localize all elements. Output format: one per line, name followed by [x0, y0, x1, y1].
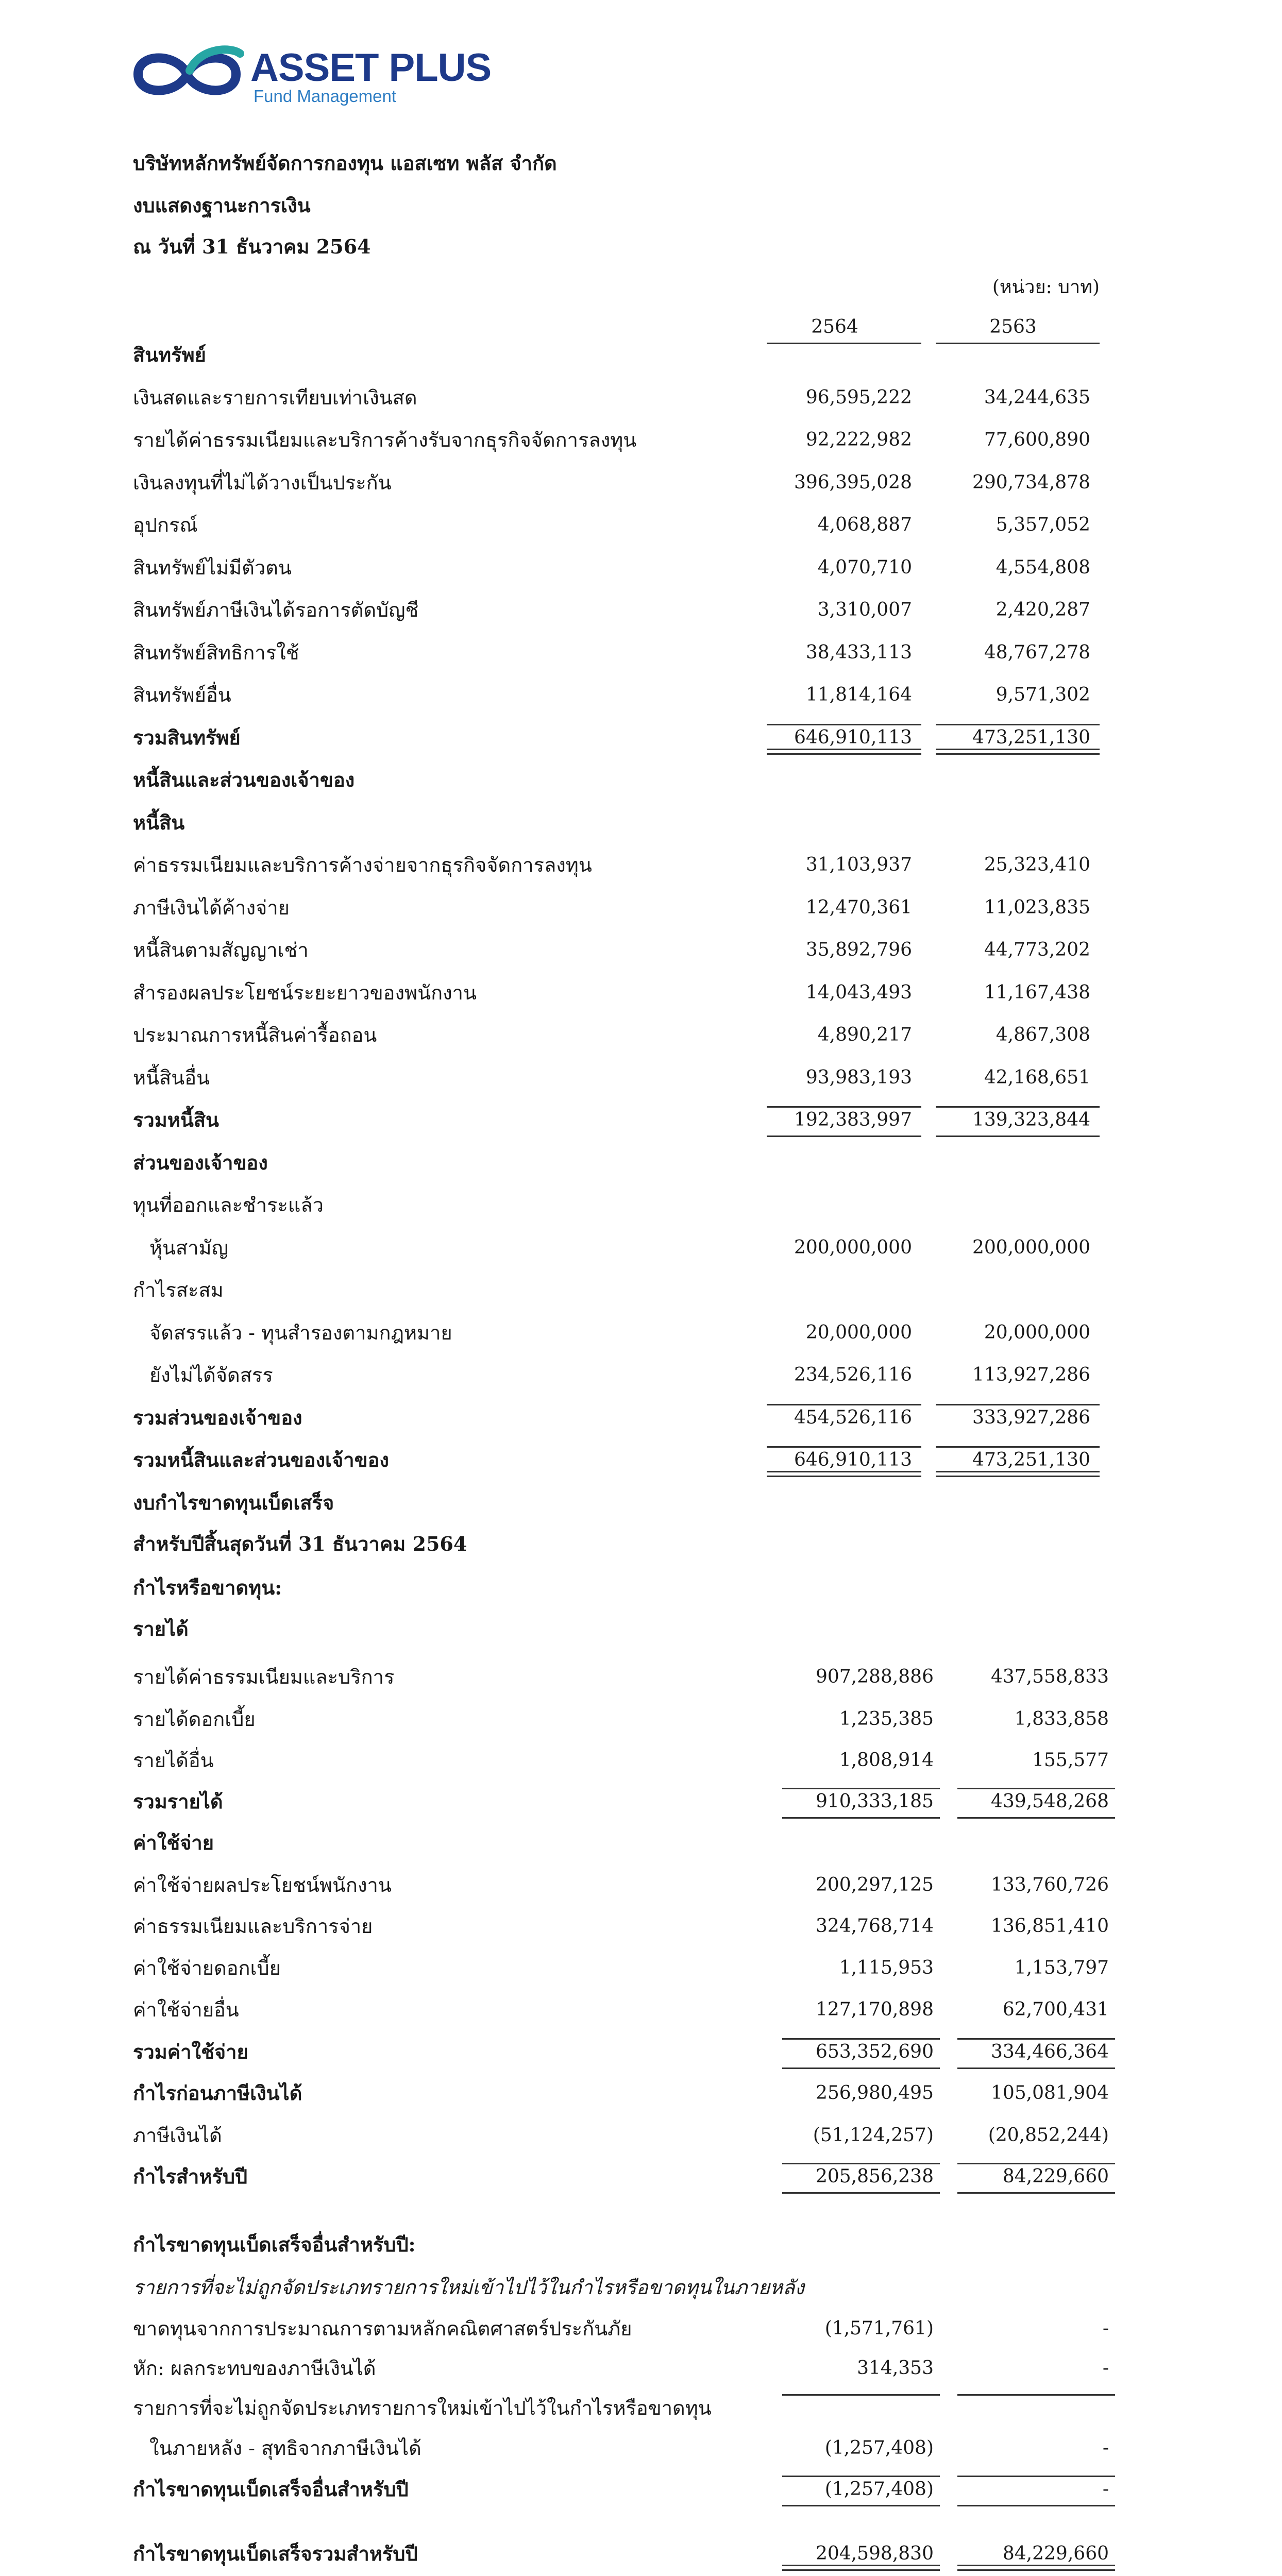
- value-prior-year: 44,773,202: [984, 939, 1090, 960]
- row-label: กำไรขาดทุนเบ็ดเสร็จอื่นสำหรับปี:: [133, 2233, 416, 2256]
- statement-row: [0, 979, 1282, 1010]
- statement-row: [0, 2163, 1282, 2194]
- row-label: กำไรสำหรับปี: [133, 2165, 248, 2188]
- row-label: ค่าใช้จ่ายผลประโยชน์พนักงาน: [133, 1874, 392, 1896]
- year-header-row: [0, 313, 1282, 344]
- total-top-rule: [782, 2476, 940, 2477]
- statement-row: [0, 1663, 1282, 1694]
- row-label: ค่าธรรมเนียมและบริการจ่าย: [133, 1915, 373, 1938]
- row-label: สำรองผลประโยชน์ระยะยาวของพนักงาน: [133, 981, 477, 1004]
- value-prior-year: 1,153,797: [1014, 1957, 1109, 1978]
- row-label: สินทรัพย์อื่น: [133, 684, 231, 706]
- statement-row: [0, 1191, 1282, 1222]
- value-prior-year: 62,700,431: [1002, 1999, 1109, 2020]
- value-current-year: 454,526,116: [794, 1406, 912, 1428]
- row-label: ค่าใช้จ่าย: [133, 1831, 214, 1854]
- total-bottom-rule: [957, 2067, 1115, 2069]
- statement-row: [0, 724, 1282, 755]
- statement-row: [0, 2231, 1282, 2262]
- statement-row: [0, 639, 1282, 670]
- value-prior-year: 77,600,890: [984, 429, 1090, 450]
- row-label: หนี้สินอื่น: [133, 1066, 210, 1089]
- value-current-year: 314,353: [857, 2358, 934, 2379]
- company-logo: [128, 42, 492, 107]
- value-current-year: 204,598,830: [815, 2543, 934, 2564]
- value-current-year: 38,433,113: [805, 641, 912, 663]
- value-current-year: 396,395,028: [794, 471, 912, 493]
- total-top-rule: [767, 1106, 921, 1108]
- row-label: เงินลงทุนที่ไม่ได้วางเป็นประกัน: [133, 471, 392, 494]
- value-current-year: 653,352,690: [815, 2041, 934, 2062]
- row-label: ส่วนของเจ้าของ: [133, 1150, 268, 1174]
- value-prior-year: 200,000,000: [972, 1236, 1090, 1258]
- value-current-year: 907,288,886: [815, 1666, 934, 1687]
- value-prior-year: 1,833,858: [1014, 1708, 1109, 1730]
- row-label: จัดสรรแล้ว - ทุนสำรองตามกฎหมาย: [149, 1321, 452, 1344]
- statement-row: [0, 1106, 1282, 1137]
- statement-row: [0, 2315, 1282, 2346]
- total-bottom-rule: [957, 2192, 1115, 2194]
- value-current-year: 1,808,914: [839, 1750, 934, 1771]
- statement-row: [0, 341, 1282, 372]
- statement-row: [0, 554, 1282, 585]
- row-label: สินทรัพย์ภาษีเงินได้รอการตัดบัญชี: [133, 599, 419, 621]
- total-top-rule: [936, 1404, 1100, 1405]
- header-date-row: [0, 233, 1282, 264]
- statement-row: [0, 1404, 1282, 1435]
- row-label: รายได้ดอกเบี้ย: [133, 1708, 256, 1731]
- row-label: ทุนที่ออกและชำระแล้ว: [133, 1194, 324, 1216]
- value-current-year: 646,910,113: [794, 726, 912, 748]
- statement-row: [0, 1021, 1282, 1052]
- value-prior-year: 11,167,438: [984, 981, 1090, 1003]
- total-bottom-rule: [782, 1817, 940, 1819]
- unit-note: (หน่วย: บาท): [992, 277, 1100, 298]
- total-double-underline: [957, 2565, 1115, 2571]
- total-top-rule: [957, 2163, 1115, 2164]
- statement-row: [0, 1446, 1282, 1477]
- value-current-year: 205,856,238: [815, 2166, 934, 2187]
- statement-row: [0, 2274, 1282, 2304]
- total-top-rule: [767, 1446, 921, 1448]
- value-current-year: (1,257,408): [824, 2437, 934, 2459]
- row-label: กำไรหรือขาดทุน:: [133, 1576, 282, 1599]
- value-current-year: 12,470,361: [805, 896, 912, 918]
- value-prior-year: 136,851,410: [990, 1916, 1109, 1937]
- total-top-rule: [767, 1404, 921, 1405]
- row-label: รายการที่จะไม่ถูกจัดประเภทรายการใหม่เข้าไปไว้ในกำไรหรือขาดทุน: [133, 2397, 712, 2419]
- value-prior-year: 473,251,130: [972, 726, 1090, 748]
- row-label: รวมรายได้: [133, 1790, 223, 1813]
- company-name: บริษัทหลักทรัพย์จัดการกองทุน แอสเซท พลัส จำกัด: [133, 151, 557, 175]
- value-current-year: 4,068,887: [817, 514, 912, 535]
- statement-row: [0, 1705, 1282, 1736]
- value-prior-year: 9,571,302: [996, 684, 1090, 705]
- statement-row: [0, 809, 1282, 840]
- value-current-year: 127,170,898: [815, 1999, 934, 2020]
- total-top-rule: [936, 1106, 1100, 1108]
- value-prior-year: 4,867,308: [996, 1024, 1090, 1045]
- row-label: รายการที่จะไม่ถูกจัดประเภทรายการใหม่เข้าไปไว้ในกำไรหรือขาดทุนในภายหลัง: [133, 2276, 804, 2299]
- statement-row: [0, 1574, 1282, 1605]
- value-current-year: 93,983,193: [805, 1066, 912, 1088]
- value-current-year: 4,890,217: [817, 1024, 912, 1045]
- statement-date: ณ วันที่ 31 ธันวาคม 2564: [133, 235, 371, 258]
- statement-row: [0, 596, 1282, 627]
- statement-row: [0, 1361, 1282, 1392]
- statement-row: [0, 681, 1282, 712]
- row-label: รายได้ค่าธรรมเนียมและบริการ: [133, 1666, 395, 1688]
- statement-row: [0, 1912, 1282, 1943]
- statement-row: [0, 469, 1282, 500]
- value-current-year: 20,000,000: [805, 1321, 912, 1343]
- statement-row: [0, 1996, 1282, 2027]
- value-current-year: 96,595,222: [805, 386, 912, 408]
- statement-row: [0, 2354, 1282, 2385]
- statement-row: [0, 1747, 1282, 1777]
- value-prior-year: 437,558,833: [990, 1666, 1109, 1687]
- row-label: กำไรสะสม: [133, 1279, 224, 1301]
- value-current-year: 646,910,113: [794, 1449, 912, 1470]
- value-prior-year: 84,229,660: [1002, 2543, 1109, 2564]
- value-current-year: 31,103,937: [805, 854, 912, 875]
- value-current-year: 1,235,385: [839, 1708, 934, 1730]
- statement-row: [0, 1276, 1282, 1307]
- statement-row: [0, 2540, 1282, 2571]
- value-current-year: 200,297,125: [815, 1874, 934, 1895]
- value-prior-year: 105,081,904: [990, 2082, 1109, 2104]
- logo-name: ASSET PLUS: [250, 46, 492, 90]
- row-label: ภาษีเงินได้: [133, 2124, 222, 2147]
- total-bottom-rule: [957, 2505, 1115, 2506]
- value-prior-year: 333,927,286: [972, 1406, 1090, 1428]
- row-label: กำไรขาดทุนเบ็ดเสร็จอื่นสำหรับปี: [133, 2478, 409, 2501]
- statement-row: [0, 2476, 1282, 2506]
- income-period-row: [0, 1530, 1282, 1561]
- total-bottom-rule: [782, 2192, 940, 2194]
- statement-row: [0, 1871, 1282, 1902]
- total-top-rule: [936, 724, 1100, 725]
- value-prior-year: 42,168,651: [984, 1066, 1090, 1088]
- row-label: ยังไม่ได้จัดสรร: [149, 1364, 273, 1386]
- value-current-year: 910,333,185: [815, 1791, 934, 1812]
- value-prior-year: 48,767,278: [984, 641, 1090, 663]
- statement-row: [0, 1954, 1282, 1985]
- total-top-rule: [782, 2394, 940, 2396]
- value-prior-year: 5,357,052: [996, 514, 1090, 535]
- value-current-year: (1,257,408): [824, 2479, 934, 2500]
- value-prior-year: -: [1102, 2358, 1109, 2379]
- statement-row: [0, 2122, 1282, 2153]
- value-prior-year: 473,251,130: [972, 1449, 1090, 1470]
- row-label: อุปกรณ์: [133, 514, 198, 536]
- total-double-underline: [936, 1471, 1100, 1477]
- value-current-year: (1,571,761): [824, 2318, 934, 2339]
- total-bottom-rule: [782, 2505, 940, 2506]
- header-company-row: [0, 149, 1282, 180]
- statement-row: [0, 1788, 1282, 1819]
- statement-row: [0, 2434, 1282, 2465]
- value-prior-year: 2,420,287: [996, 599, 1090, 620]
- income-title-row: [0, 1489, 1282, 1520]
- row-label: ค่าใช้จ่ายดอกเบี้ย: [133, 1957, 281, 1979]
- total-double-underline: [936, 749, 1100, 755]
- statement-row: [0, 2079, 1282, 2110]
- value-current-year: 324,768,714: [815, 1916, 934, 1937]
- statement-row: [0, 766, 1282, 797]
- value-current-year: 35,892,796: [805, 939, 912, 960]
- row-label: ค่าธรรมเนียมและบริการค้างจ่ายจากธุรกิจจัดการลงทุน: [133, 854, 592, 876]
- logo-subtitle: Fund Management: [254, 87, 397, 106]
- value-prior-year: 139,323,844: [972, 1109, 1090, 1130]
- value-prior-year: 439,548,268: [990, 1791, 1109, 1812]
- statement-row: [0, 1234, 1282, 1265]
- statement-row: [0, 2394, 1282, 2425]
- value-prior-year: (20,852,244): [988, 2125, 1109, 2146]
- total-top-rule: [957, 1788, 1115, 1789]
- total-top-rule: [767, 724, 921, 725]
- value-prior-year: 133,760,726: [990, 1874, 1109, 1895]
- value-prior-year: -: [1102, 2437, 1109, 2459]
- value-prior-year: 25,323,410: [984, 854, 1090, 875]
- statement-row: [0, 1829, 1282, 1860]
- total-bottom-rule: [957, 1817, 1115, 1819]
- row-label: สินทรัพย์: [133, 343, 206, 366]
- total-bottom-rule: [767, 1136, 921, 1137]
- statement-row: [0, 851, 1282, 882]
- value-current-year: 200,000,000: [794, 1236, 912, 1258]
- row-label: รวมหนี้สินและส่วนของเจ้าของ: [133, 1448, 389, 1471]
- statement-title: งบแสดงฐานะการเงิน: [133, 194, 311, 217]
- row-label: รายได้ค่าธรรมเนียมและบริการค้างรับจากธุรกิจจัดการลงทุน: [133, 429, 637, 451]
- value-current-year: 4,070,710: [817, 556, 912, 578]
- statement-row: [0, 426, 1282, 457]
- row-label: รายได้: [133, 1617, 189, 1640]
- value-prior-year: 155,577: [1032, 1750, 1109, 1771]
- value-prior-year: 334,466,364: [990, 2041, 1109, 2062]
- statement-row: [0, 2038, 1282, 2069]
- row-label: สินทรัพย์สิทธิการใช้: [133, 641, 299, 664]
- value-prior-year: 113,927,286: [972, 1364, 1090, 1385]
- row-label: หัก: ผลกระทบของภาษีเงินได้: [133, 2357, 376, 2380]
- value-current-year: 92,222,982: [805, 429, 912, 450]
- value-prior-year: 11,023,835: [984, 896, 1090, 918]
- row-label: ในภายหลัง - สุทธิจากภาษีเงินได้: [149, 2437, 421, 2460]
- value-current-year: 192,383,997: [794, 1109, 912, 1130]
- row-label: กำไรขาดทุนเบ็ดเสร็จรวมสำหรับปี: [133, 2542, 418, 2565]
- total-bottom-rule: [782, 2067, 940, 2069]
- row-label: กำไรก่อนภาษีเงินได้: [133, 2081, 302, 2105]
- year-header-2564: 2564: [811, 316, 858, 337]
- row-label: หนี้สินตามสัญญาเช่า: [133, 939, 309, 961]
- total-top-rule: [936, 1446, 1100, 1448]
- value-prior-year: 84,229,660: [1002, 2166, 1109, 2187]
- row-label: รวมหนี้สิน: [133, 1108, 219, 1131]
- value-prior-year: -: [1102, 2318, 1109, 2339]
- total-top-rule: [782, 2163, 940, 2164]
- row-label: หนี้สิน: [133, 810, 185, 834]
- value-current-year: 1,115,953: [839, 1957, 934, 1978]
- statement-row: [0, 894, 1282, 925]
- total-top-rule: [782, 1788, 940, 1789]
- value-prior-year: 34,244,635: [984, 386, 1090, 408]
- row-label: รวมส่วนของเจ้าของ: [133, 1405, 302, 1429]
- total-double-underline: [767, 1471, 921, 1477]
- infinity-logo-icon: [128, 42, 246, 107]
- row-label: ขาดทุนจากการประมาณการตามหลักคณิตศาสตร์ประกันภัย: [133, 2317, 632, 2340]
- total-bottom-rule: [936, 1136, 1100, 1137]
- total-double-underline: [782, 2565, 940, 2571]
- statement-row: [0, 1615, 1282, 1646]
- row-label: รายได้อื่น: [133, 1749, 214, 1772]
- row-label: ค่าใช้จ่ายอื่น: [133, 1998, 239, 2021]
- value-prior-year: 4,554,808: [996, 556, 1090, 578]
- statement-row: [0, 511, 1282, 542]
- value-current-year: (51,124,257): [813, 2125, 934, 2146]
- statement-row: [0, 384, 1282, 415]
- value-current-year: 11,814,164: [805, 684, 912, 705]
- row-label: ภาษีเงินได้ค้างจ่าย: [133, 896, 290, 919]
- row-label: หุ้นสามัญ: [149, 1236, 228, 1259]
- header-statement-row: [0, 192, 1282, 223]
- statement-row: [0, 936, 1282, 967]
- statement-row: [0, 1064, 1282, 1095]
- statement-row: [0, 1149, 1282, 1180]
- total-top-rule: [957, 2394, 1115, 2396]
- year-header-2563: 2563: [989, 316, 1037, 337]
- value-current-year: 3,310,007: [817, 599, 912, 620]
- total-top-rule: [782, 2038, 940, 2040]
- value-current-year: 256,980,495: [815, 2082, 934, 2104]
- row-label: หนี้สินและส่วนของเจ้าของ: [133, 768, 355, 791]
- row-label: สินทรัพย์ไม่มีตัวตน: [133, 556, 292, 579]
- statement-row: [0, 1319, 1282, 1350]
- value-current-year: 234,526,116: [794, 1364, 912, 1385]
- value-current-year: 14,043,493: [805, 981, 912, 1003]
- row-label: รวมสินทรัพย์: [133, 725, 241, 749]
- total-top-rule: [957, 2038, 1115, 2040]
- income-statement-title: งบกำไรขาดทุนเบ็ดเสร็จ: [133, 1491, 334, 1514]
- total-double-underline: [767, 749, 921, 755]
- total-top-rule: [957, 2476, 1115, 2477]
- row-label: รวมค่าใช้จ่าย: [133, 2040, 248, 2063]
- row-label: เงินสดและรายการเทียบเท่าเงินสด: [133, 386, 417, 409]
- value-prior-year: 290,734,878: [972, 471, 1090, 493]
- value-prior-year: -: [1102, 2479, 1109, 2500]
- income-statement-period: สำหรับปีสิ้นสุดวันที่ 31 ธันวาคม 2564: [133, 1532, 467, 1555]
- row-label: ประมาณการหนี้สินค่ารื้อถอน: [133, 1024, 377, 1046]
- value-prior-year: 20,000,000: [984, 1321, 1090, 1343]
